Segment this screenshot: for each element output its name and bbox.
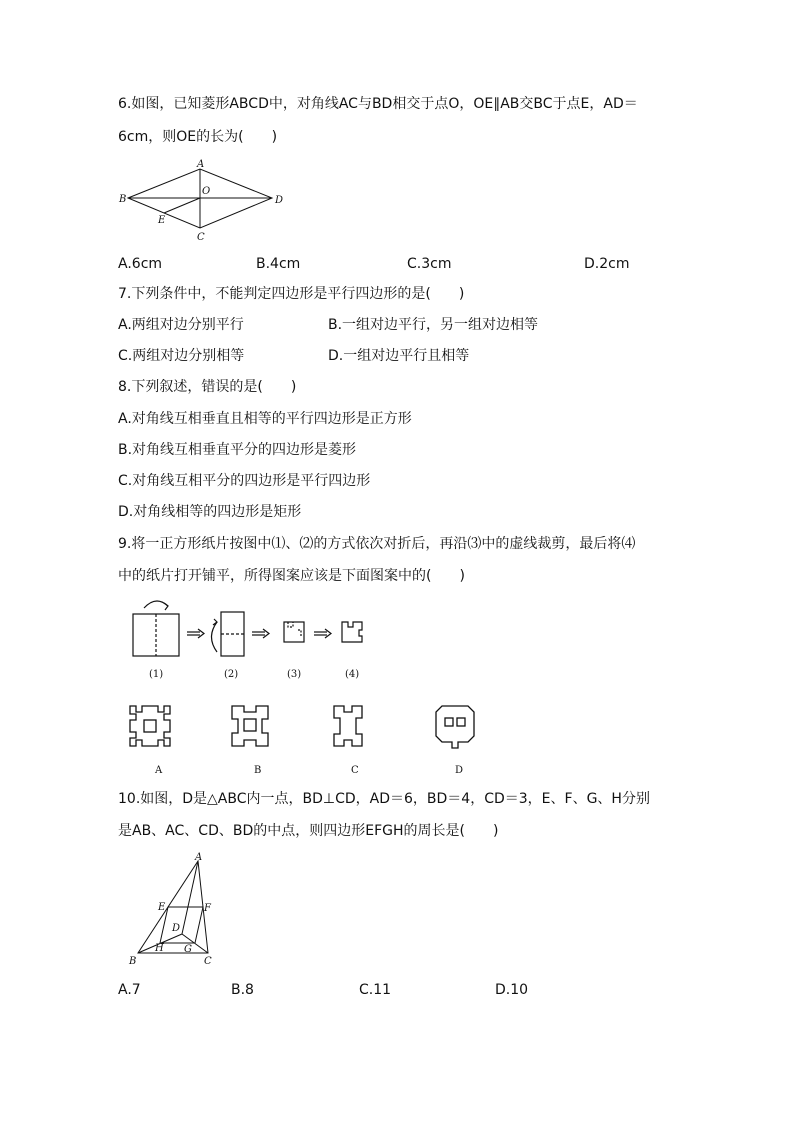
- label-f: F: [204, 903, 211, 914]
- q10-option-a: A.7: [118, 982, 141, 998]
- step4-cut-shape: [342, 622, 362, 642]
- q10-option-c: C.11: [359, 982, 392, 998]
- q7-stem: 7.下列条件中，不能判定四边形是平行四边形的是( ): [118, 286, 465, 302]
- label-o: O: [202, 186, 211, 197]
- q10-option-d: D.10: [495, 982, 529, 998]
- label-c: C: [204, 956, 212, 967]
- pattern-b: [232, 706, 268, 746]
- pattern-d: [436, 706, 474, 748]
- q8-option-c: C.对角线互相平分的四边形是平行四边形: [118, 473, 371, 489]
- step1-fold-arrow: [144, 601, 168, 608]
- q6-stem-line1: 6.如图，已知菱形ABCD中，对角线AC与BD相交于点O，OE∥AB交BC于点E，AD＝: [118, 96, 638, 112]
- choice-d-label: D: [455, 765, 464, 776]
- choice-c-label: C: [351, 765, 359, 776]
- label-e: E: [158, 215, 166, 226]
- label-h: H: [155, 943, 164, 954]
- q6-rhombus-figure: [118, 158, 288, 244]
- q7-option-c: C.两组对边分别相等: [118, 348, 245, 364]
- step3-label: (3): [287, 669, 302, 680]
- q9-stem-line1: 9.将一正方形纸片按图中⑴、⑵的方式依次对折后，再沿⑶中的虚线裁剪，最后将⑷: [118, 536, 636, 552]
- label-c: C: [197, 232, 205, 243]
- pattern-c: [334, 706, 362, 746]
- quadrilateral-efgh: [160, 907, 203, 943]
- q6-option-d: D.2cm: [584, 256, 630, 272]
- segment-ad: [182, 861, 198, 934]
- choice-b-label: B: [254, 765, 262, 776]
- label-b: B: [119, 194, 127, 205]
- label-a: A: [197, 159, 205, 170]
- q7-option-b: B.一组对边平行，另一组对边相等: [328, 317, 539, 333]
- q6-option-b: B.4cm: [256, 256, 301, 272]
- q7-option-d: D.一组对边平行且相等: [328, 348, 470, 364]
- segment-oe: [164, 198, 200, 213]
- step4-label: (4): [345, 669, 360, 680]
- q6-option-c: C.3cm: [407, 256, 452, 272]
- q10-option-b: B.8: [231, 982, 254, 998]
- step2-label: (2): [224, 669, 239, 680]
- q9-folding-steps-figure: [118, 592, 378, 684]
- q8-option-a: A.对角线互相垂直且相等的平行四边形是正方形: [118, 411, 412, 427]
- pattern-a: [130, 706, 170, 746]
- q9-stem-line2: 中的纸片打开铺平，所得图案应该是下面图案中的( ): [118, 568, 465, 584]
- q8-option-b: B.对角线互相垂直平分的四边形是菱形: [118, 442, 357, 458]
- q8-stem: 8.下列叙述，错误的是( ): [118, 379, 297, 395]
- step1-label: (1): [149, 669, 164, 680]
- label-a: A: [195, 852, 203, 863]
- q6-stem-line2: 6cm，则OE的长为( ): [118, 129, 278, 145]
- q10-stem-line1: 10.如图，D是△ABC内一点，BD⊥CD，AD＝6，BD＝4，CD＝3，E、F、G、H分别: [118, 791, 650, 807]
- q10-triangle-figure: [118, 852, 228, 968]
- q7-option-a: A.两组对边分别平行: [118, 317, 244, 333]
- q9-answer-patterns-figure: [118, 694, 498, 780]
- q10-stem-line2: 是AB、AC、CD、BD的中点，则四边形EFGH的周长是( ): [118, 823, 499, 839]
- step2-fold-arrow: [212, 622, 218, 652]
- label-d: D: [172, 923, 181, 934]
- choice-a-label: A: [155, 765, 163, 776]
- q8-option-d: D.对角线相等的四边形是矩形: [118, 504, 302, 520]
- label-g: G: [184, 944, 192, 955]
- label-d: D: [275, 195, 284, 206]
- label-b: B: [129, 956, 137, 967]
- q6-option-a: A.6cm: [118, 256, 163, 272]
- label-e: E: [158, 902, 166, 913]
